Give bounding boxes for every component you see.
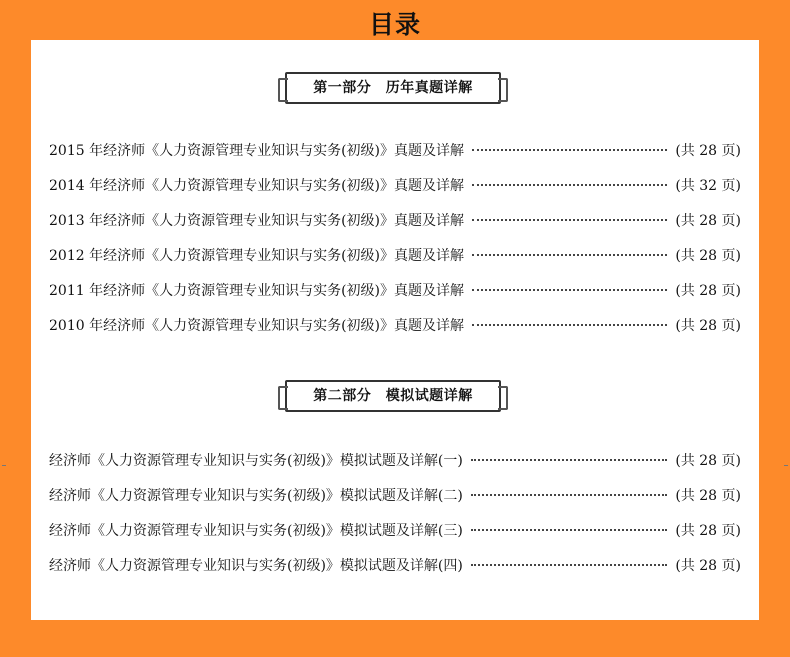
section-1-label: 第一部分 历年真题详解 [313, 80, 473, 96]
section-1-badge [285, 72, 501, 104]
toc-item-pages: (共 28 页) [675, 318, 741, 334]
toc-item-title: 经济师《人力资源管理专业知识与实务(初级)》模拟试题及详解(一) [49, 453, 463, 469]
toc-item-pages: (共 28 页) [675, 248, 741, 264]
section-2-list [49, 450, 741, 590]
toc-item-2014[interactable] [49, 175, 741, 210]
toc-item-2011[interactable] [49, 280, 741, 315]
toc-item-title: 2010 年经济师《人力资源管理专业知识与实务(初级)》真题及详解 [49, 318, 465, 334]
section-1-list [49, 140, 741, 350]
page-title: 目录 [368, 10, 421, 39]
toc-item-pages: (共 28 页) [675, 558, 741, 574]
section-2-label: 第二部分 模拟试题详解 [313, 388, 473, 404]
right-edge-mark [784, 465, 788, 466]
toc-item-title: 2015 年经济师《人力资源管理专业知识与实务(初级)》真题及详解 [49, 143, 465, 159]
toc-item-title: 2013 年经济师《人力资源管理专业知识与实务(初级)》真题及详解 [49, 213, 465, 229]
toc-item-mock-3[interactable] [49, 520, 741, 555]
toc-item-mock-4[interactable] [49, 555, 741, 590]
dot-leader [472, 254, 667, 256]
toc-item-pages: (共 32 页) [675, 178, 741, 194]
toc-item-2013[interactable] [49, 210, 741, 245]
toc-item-mock-2[interactable] [49, 485, 741, 520]
toc-item-2012[interactable] [49, 245, 741, 280]
toc-item-2010[interactable] [49, 315, 741, 350]
toc-item-title: 2012 年经济师《人力资源管理专业知识与实务(初级)》真题及详解 [49, 248, 465, 264]
dot-leader [472, 324, 667, 326]
toc-item-pages: (共 28 页) [675, 523, 741, 539]
toc-item-title: 经济师《人力资源管理专业知识与实务(初级)》模拟试题及详解(三) [49, 523, 463, 539]
toc-item-title: 2011 年经济师《人力资源管理专业知识与实务(初级)》真题及详解 [49, 283, 465, 299]
table-of-contents [31, 40, 759, 620]
left-edge-mark [2, 465, 6, 466]
dot-leader [471, 564, 668, 566]
toc-item-pages: (共 28 页) [675, 213, 741, 229]
toc-item-pages: (共 28 页) [675, 143, 741, 159]
dot-leader [472, 289, 667, 291]
toc-item-mock-1[interactable] [49, 450, 741, 485]
toc-item-pages: (共 28 页) [675, 283, 741, 299]
dot-leader [471, 529, 668, 531]
dot-leader [472, 184, 667, 186]
toc-item-title: 经济师《人力资源管理专业知识与实务(初级)》模拟试题及详解(四) [49, 558, 463, 574]
toc-item-title: 经济师《人力资源管理专业知识与实务(初级)》模拟试题及详解(二) [49, 488, 463, 504]
dot-leader [472, 219, 667, 221]
dot-leader [472, 149, 667, 151]
toc-item-pages: (共 28 页) [675, 453, 741, 469]
toc-item-title: 2014 年经济师《人力资源管理专业知识与实务(初级)》真题及详解 [49, 178, 465, 194]
dot-leader [471, 494, 668, 496]
dot-leader [471, 459, 668, 461]
toc-item-2015[interactable] [49, 140, 741, 175]
section-2-badge [285, 380, 501, 412]
toc-item-pages: (共 28 页) [675, 488, 741, 504]
